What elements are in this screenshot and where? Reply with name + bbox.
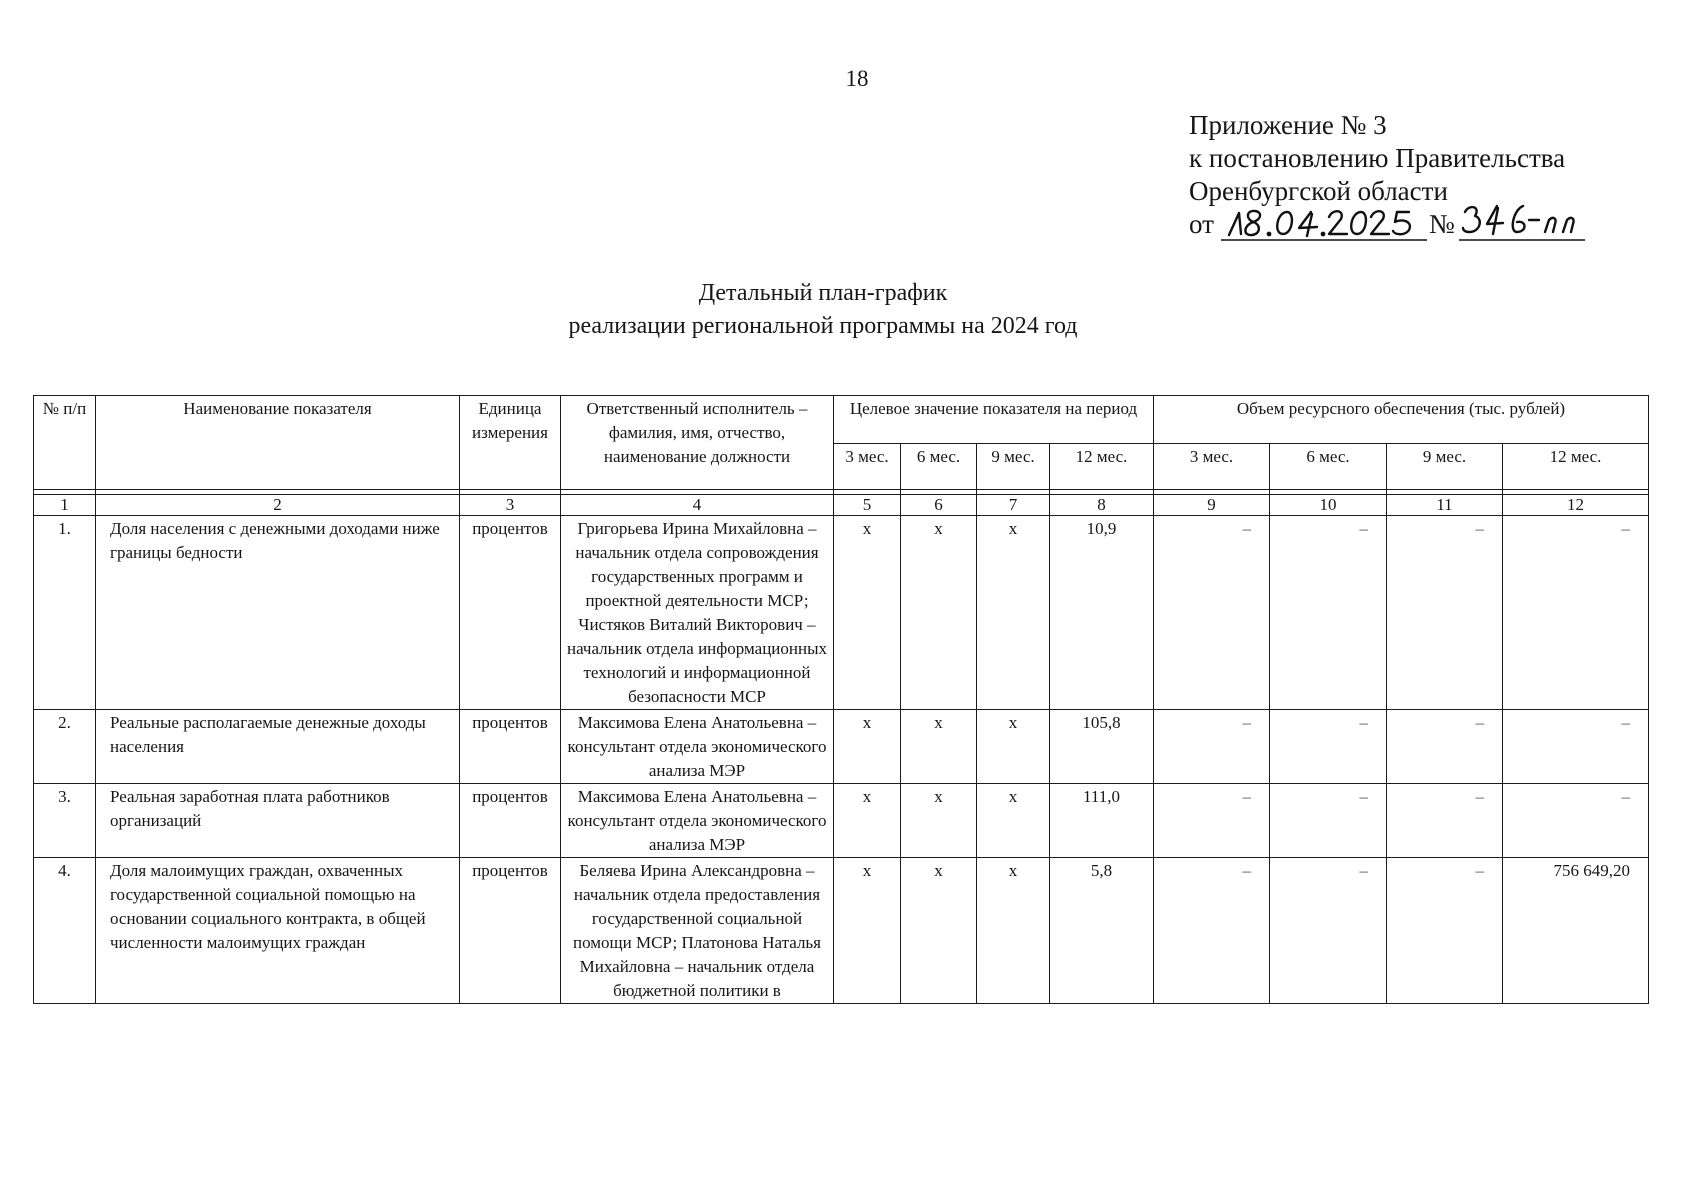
header-resource-3m: 3 мес.: [1154, 444, 1270, 490]
column-number: 1: [34, 495, 96, 516]
header-resource-9m: 9 мес.: [1387, 444, 1503, 490]
header-resource-12m: 12 мес.: [1503, 444, 1649, 490]
table-row: [34, 784, 1649, 858]
handwritten-date: [1219, 204, 1429, 244]
row-unit: процентов: [460, 516, 561, 710]
row-target-6m: х: [901, 784, 977, 858]
row-target-6m: х: [901, 516, 977, 710]
row-resource-12m: 756 649,20: [1503, 858, 1649, 1004]
row-target-9m: х: [977, 784, 1050, 858]
row-resource-3m: –: [1154, 784, 1270, 858]
header-name: Наименование показателя: [96, 396, 460, 490]
header-resource-6m: 6 мес.: [1270, 444, 1387, 490]
handwritten-number: [1457, 200, 1587, 244]
row-resource-9m: –: [1387, 710, 1503, 784]
row-target-3m: х: [834, 784, 901, 858]
row-target-6m: х: [901, 710, 977, 784]
row-target-3m: х: [834, 516, 901, 710]
column-number: 7: [977, 495, 1050, 516]
row-resource-9m: –: [1387, 784, 1503, 858]
row-target-12m: 105,8: [1050, 710, 1154, 784]
row-resource-12m: –: [1503, 710, 1649, 784]
header-target-group: Целевое значение показателя на период: [834, 396, 1154, 444]
document-title-line1: Детальный план-график: [698, 280, 948, 306]
row-resource-6m: –: [1270, 784, 1387, 858]
row-target-12m: 5,8: [1050, 858, 1154, 1004]
date-prefix: от: [1189, 209, 1214, 239]
table-row: [34, 710, 1649, 784]
row-executor: Максимова Елена Анатольевна – консультант отдела экономического анализа МЭР: [561, 710, 834, 784]
page-number: 18: [845, 66, 869, 91]
row-target-9m: х: [977, 710, 1050, 784]
row-target-12m: 10,9: [1050, 516, 1154, 710]
row-target-9m: х: [977, 516, 1050, 710]
row-executor: Григорьева Ирина Михайловна – начальник отдела сопровождения государственных программ и проектной деятельности МСР; Чистяков Виталий Викторович – начальник отдела информационных технологий и информационной безопасности МСР: [561, 516, 834, 710]
row-num: 1.: [34, 516, 96, 710]
column-number: 10: [1270, 495, 1387, 516]
row-executor: Максимова Елена Анатольевна – консультант отдела экономического анализа МЭР: [561, 784, 834, 858]
row-resource-3m: –: [1154, 858, 1270, 1004]
column-number: 3: [460, 495, 561, 516]
row-resource-3m: –: [1154, 516, 1270, 710]
annex-title: Приложение № 3: [1189, 110, 1387, 140]
column-number: 4: [561, 495, 834, 516]
row-target-3m: х: [834, 858, 901, 1004]
row-resource-9m: –: [1387, 516, 1503, 710]
row-indicator-name: Реальная заработная плата работников организаций: [96, 784, 460, 858]
row-target-12m: 111,0: [1050, 784, 1154, 858]
annex-block: [1189, 109, 1565, 248]
column-number: 8: [1050, 495, 1154, 516]
number-prefix: №: [1429, 209, 1455, 239]
row-indicator-name: Реальные располагаемые денежные доходы населения: [96, 710, 460, 784]
row-num: 3.: [34, 784, 96, 858]
column-number-row: [34, 495, 1649, 516]
header-executor: Ответственный исполнитель – фамилия, имя, отчество, наименование должности: [561, 396, 834, 490]
row-unit: процентов: [460, 710, 561, 784]
row-unit: процентов: [460, 858, 561, 1004]
header-target-3m: 3 мес.: [834, 444, 901, 490]
header-target-9m: 9 мес.: [977, 444, 1050, 490]
row-resource-6m: –: [1270, 516, 1387, 710]
table-row: [34, 858, 1649, 1004]
column-number: 11: [1387, 495, 1503, 516]
annex-resolution: к постановлению Правительства: [1189, 143, 1566, 173]
column-number: 12: [1503, 495, 1649, 516]
column-number: 2: [96, 495, 460, 516]
column-number: 6: [901, 495, 977, 516]
row-resource-6m: –: [1270, 858, 1387, 1004]
row-resource-3m: –: [1154, 710, 1270, 784]
row-target-3m: х: [834, 710, 901, 784]
row-resource-12m: –: [1503, 516, 1649, 710]
row-resource-9m: –: [1387, 858, 1503, 1004]
row-indicator-name: Доля малоимущих граждан, охваченных государственной социальной помощью на основании социального контракта, в общей численности малоимущих граждан: [96, 858, 460, 1004]
header-target-6m: 6 мес.: [901, 444, 977, 490]
header-resource-group: Объем ресурсного обеспечения (тыс. рублей): [1154, 396, 1649, 444]
header-row-top: [34, 396, 1649, 444]
row-target-6m: х: [901, 858, 977, 1004]
annex-date-number-line: [1189, 208, 1565, 248]
document-title-line2: реализации региональной программы на 2024 год: [568, 313, 1078, 339]
plan-table: [33, 395, 1649, 1004]
row-resource-6m: –: [1270, 710, 1387, 784]
row-resource-12m: –: [1503, 784, 1649, 858]
column-number: 5: [834, 495, 901, 516]
header-unit: Единица измерения: [460, 396, 561, 490]
row-target-9m: х: [977, 858, 1050, 1004]
table-row: [34, 516, 1649, 710]
column-number: 9: [1154, 495, 1270, 516]
annex-region: Оренбургской области: [1189, 176, 1448, 206]
header-num: № п/п: [34, 396, 96, 490]
row-executor: Беляева Ирина Александровна – начальник отдела предоставления государственной социальной помощи МСР; Платонова Наталья Михайловна – начальник отдела бюджетной политики в: [561, 858, 834, 1004]
document-title: [0, 277, 1646, 343]
row-indicator-name: Доля населения с денежными доходами ниже границы бедности: [96, 516, 460, 710]
row-num: 2.: [34, 710, 96, 784]
row-unit: процентов: [460, 784, 561, 858]
header-target-12m: 12 мес.: [1050, 444, 1154, 490]
row-num: 4.: [34, 858, 96, 1004]
